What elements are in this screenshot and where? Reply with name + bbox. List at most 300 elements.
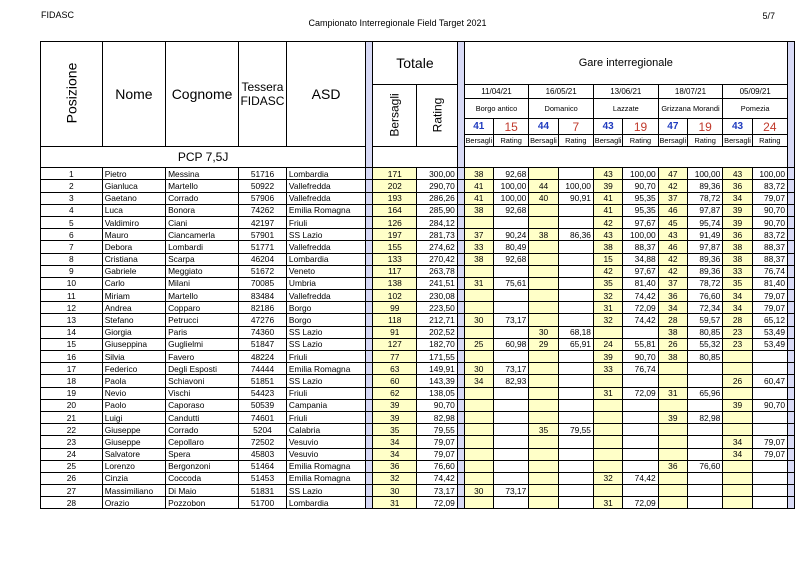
total-rating-cell: 263,78	[417, 265, 457, 277]
total-rating-cell: 82,98	[417, 411, 457, 423]
gara-rating-cell	[558, 375, 593, 387]
separator-cell	[366, 387, 373, 399]
gara-rating-cell	[494, 436, 529, 448]
table-row	[41, 387, 795, 399]
gara-bersagli-cell: 47	[658, 168, 687, 180]
gara-rating-cell: 88,37	[752, 253, 787, 265]
total-bersagli-cell: 32	[373, 472, 417, 484]
table-row	[41, 253, 795, 265]
tessera-cell: 42197	[239, 216, 287, 228]
gara-rating-cell: 73,17	[494, 485, 529, 497]
position-cell: 15	[41, 338, 103, 350]
gara-bersagli-cell	[593, 399, 622, 411]
position-cell: 4	[41, 204, 103, 216]
separator-cell	[366, 314, 373, 326]
position-cell: 17	[41, 363, 103, 375]
gara-bersagli-cell: 46	[658, 241, 687, 253]
gara-rating-cell: 100,00	[688, 168, 723, 180]
total-bersagli-cell: 39	[373, 411, 417, 423]
separator-cell	[366, 168, 373, 180]
table-row	[41, 241, 795, 253]
gara-bersagli-cell: 38	[593, 241, 622, 253]
gara-rating-cell: 100,00	[623, 229, 658, 241]
separator-cell	[787, 424, 794, 436]
asd-cell: Emilia Romagna	[286, 460, 365, 472]
gara-rating-cell	[558, 436, 593, 448]
separator-cell	[457, 338, 464, 350]
gara-bersagli-cell: 34	[658, 302, 687, 314]
gara-bersagli-cell	[529, 436, 558, 448]
gara-subheader-bersagli: Bersagli	[464, 135, 493, 147]
gara-bersagli-cell: 31	[593, 302, 622, 314]
gara-date: 05/09/21	[723, 85, 788, 99]
gara-bersagli-cell	[464, 265, 493, 277]
separator-cell	[366, 302, 373, 314]
gara-bersagli-cell	[723, 460, 752, 472]
gara-rating-cell	[752, 497, 787, 509]
separator-3	[787, 42, 794, 168]
total-bersagli-cell: 30	[373, 485, 417, 497]
gara-rating-cell	[688, 399, 723, 411]
asd-cell: Lombardia	[286, 253, 365, 265]
tessera-cell: 74444	[239, 363, 287, 375]
gara-rating-cell: 90,70	[752, 204, 787, 216]
cognome-cell: Bergonzoni	[166, 460, 239, 472]
separator-cell	[787, 277, 794, 289]
total-rating-cell: 74,42	[417, 472, 457, 484]
gara-rating-cell	[494, 351, 529, 363]
separator-cell	[457, 363, 464, 375]
separator-cell	[787, 399, 794, 411]
total-rating-cell: 73,17	[417, 485, 457, 497]
gara-participants: 7	[558, 119, 593, 135]
gara-bersagli-cell	[593, 436, 622, 448]
separator-cell	[366, 375, 373, 387]
table-row	[41, 326, 795, 338]
gara-bersagli-cell	[723, 411, 752, 423]
nome-cell: Gabriele	[102, 265, 165, 277]
gara-bersagli-cell: 41	[593, 192, 622, 204]
tessera-cell: 70085	[239, 277, 287, 289]
gara-rating-cell: 92,68	[494, 204, 529, 216]
gara-bersagli-cell: 34	[723, 290, 752, 302]
gara-rating-cell: 97,87	[688, 241, 723, 253]
separator-cell	[366, 192, 373, 204]
gara-rating-cell	[494, 497, 529, 509]
gara-bersagli-cell	[658, 436, 687, 448]
gara-bersagli-cell: 41	[464, 192, 493, 204]
gara-targets: 43	[723, 119, 752, 135]
gara-rating-cell: 100,00	[494, 192, 529, 204]
nome-cell: Pietro	[102, 168, 165, 180]
nome-cell: Massimiliano	[102, 485, 165, 497]
gara-bersagli-cell: 38	[658, 326, 687, 338]
separator-cell	[457, 204, 464, 216]
table-row	[41, 338, 795, 350]
gara-rating-cell: 60,98	[494, 338, 529, 350]
asd-cell: Campania	[286, 399, 365, 411]
gara-targets: 43	[593, 119, 622, 135]
gara-participants: 19	[623, 119, 658, 135]
asd-cell: Calabria	[286, 424, 365, 436]
position-cell: 13	[41, 314, 103, 326]
separator-cell	[457, 448, 464, 460]
gara-rating-cell: 72,09	[623, 387, 658, 399]
gara-rating-cell: 78,72	[688, 192, 723, 204]
gara-bersagli-cell: 38	[723, 253, 752, 265]
table-row	[41, 168, 795, 180]
gara-rating-cell	[623, 399, 658, 411]
cognome-cell: Bonora	[166, 204, 239, 216]
gara-rating-cell	[558, 168, 593, 180]
gara-bersagli-cell: 42	[593, 216, 622, 228]
gara-rating-cell: 95,35	[623, 204, 658, 216]
separator-cell	[457, 472, 464, 484]
nome-cell: Stefano	[102, 314, 165, 326]
gara-subheader-bersagli: Bersagli	[658, 135, 687, 147]
gara-rating-cell: 88,37	[623, 241, 658, 253]
total-rating-cell: 90,70	[417, 399, 457, 411]
position-cell: 20	[41, 399, 103, 411]
position-cell: 22	[41, 424, 103, 436]
gara-bersagli-cell: 31	[658, 387, 687, 399]
tessera-cell: 51851	[239, 375, 287, 387]
gara-bersagli-cell	[529, 485, 558, 497]
gara-bersagli-cell: 31	[593, 387, 622, 399]
gara-place: Grizzana Morandi	[658, 99, 723, 119]
gara-bersagli-cell: 34	[723, 192, 752, 204]
separator-cell	[787, 314, 794, 326]
separator-cell	[457, 241, 464, 253]
gara-bersagli-cell: 39	[723, 399, 752, 411]
column-header-total-rating: Rating	[417, 85, 457, 147]
gara-date: 13/06/21	[593, 85, 658, 99]
separator-cell	[457, 460, 464, 472]
gara-rating-cell	[494, 326, 529, 338]
separator-cell	[787, 229, 794, 241]
table-row	[41, 472, 795, 484]
gara-rating-cell: 82,93	[494, 375, 529, 387]
total-rating-cell: 285,90	[417, 204, 457, 216]
separator-cell	[457, 277, 464, 289]
separator-cell	[787, 460, 794, 472]
gara-rating-cell	[494, 472, 529, 484]
gara-subheader-bersagli: Bersagli	[529, 135, 558, 147]
gara-bersagli-cell: 38	[529, 229, 558, 241]
total-rating-cell: 76,60	[417, 460, 457, 472]
separator-cell	[787, 180, 794, 192]
gara-rating-cell: 82,98	[688, 411, 723, 423]
table-row	[41, 448, 795, 460]
separator-cell	[366, 216, 373, 228]
gara-bersagli-cell: 28	[723, 314, 752, 326]
asd-cell: Vallefredda	[286, 241, 365, 253]
total-bersagli-cell: 164	[373, 204, 417, 216]
gara-rating-cell: 74,42	[623, 290, 658, 302]
gara-bersagli-cell: 31	[464, 277, 493, 289]
gara-bersagli-cell	[723, 387, 752, 399]
table-row	[41, 302, 795, 314]
gara-bersagli-cell	[464, 411, 493, 423]
position-cell: 6	[41, 229, 103, 241]
gara-rating-cell: 68,18	[558, 326, 593, 338]
gara-bersagli-cell: 43	[593, 168, 622, 180]
cognome-cell: Favero	[166, 351, 239, 363]
gara-bersagli-cell: 29	[529, 338, 558, 350]
gara-rating-cell	[558, 448, 593, 460]
tessera-cell: 74360	[239, 326, 287, 338]
gara-rating-cell: 60,47	[752, 375, 787, 387]
asd-cell: Friuli	[286, 351, 365, 363]
position-cell: 7	[41, 241, 103, 253]
total-rating-cell: 223,50	[417, 302, 457, 314]
total-bersagli-cell: 171	[373, 168, 417, 180]
table-header	[41, 42, 795, 168]
gara-bersagli-cell: 23	[723, 326, 752, 338]
gara-bersagli-cell: 30	[464, 314, 493, 326]
separator-cell	[787, 241, 794, 253]
tessera-cell: 51464	[239, 460, 287, 472]
gara-bersagli-cell	[658, 472, 687, 484]
gara-bersagli-cell: 45	[658, 216, 687, 228]
gara-bersagli-cell: 25	[464, 338, 493, 350]
separator-cell	[457, 497, 464, 509]
asd-cell: SS Lazio	[286, 375, 365, 387]
gara-bersagli-cell: 44	[529, 180, 558, 192]
asd-cell: Borgo	[286, 314, 365, 326]
gara-rating-cell	[558, 363, 593, 375]
gara-rating-cell	[494, 448, 529, 460]
asd-cell: SS Lazio	[286, 326, 365, 338]
gara-bersagli-cell	[464, 399, 493, 411]
gara-rating-cell	[558, 399, 593, 411]
gara-rating-cell	[688, 497, 723, 509]
gara-rating-cell	[623, 375, 658, 387]
separator-cell	[457, 302, 464, 314]
gara-rating-cell	[623, 448, 658, 460]
gara-bersagli-cell	[529, 241, 558, 253]
separator-cell	[366, 448, 373, 460]
nome-cell: Salvatore	[102, 448, 165, 460]
separator-cell	[366, 204, 373, 216]
gara-bersagli-cell: 38	[658, 351, 687, 363]
separator-cell	[457, 314, 464, 326]
total-rating-cell: 143,39	[417, 375, 457, 387]
total-bersagli-cell: 127	[373, 338, 417, 350]
separator-cell	[366, 436, 373, 448]
gara-place: Lazzate	[593, 99, 658, 119]
gara-rating-cell: 65,91	[558, 338, 593, 350]
gara-bersagli-cell	[723, 497, 752, 509]
table-row	[41, 424, 795, 436]
separator-cell	[366, 460, 373, 472]
gara-rating-cell: 65,96	[688, 387, 723, 399]
gara-rating-cell: 88,37	[752, 241, 787, 253]
gara-bersagli-cell	[723, 424, 752, 436]
gara-bersagli-cell: 32	[593, 472, 622, 484]
asd-cell: Vallefredda	[286, 180, 365, 192]
column-header-cognome: Cognome	[166, 42, 239, 147]
gara-rating-cell: 90,70	[623, 351, 658, 363]
separator-cell	[457, 411, 464, 423]
separator-cell	[787, 436, 794, 448]
total-rating-cell: 138,05	[417, 387, 457, 399]
nome-cell: Debora	[102, 241, 165, 253]
gara-rating-cell: 76,60	[688, 290, 723, 302]
gara-rating-cell: 76,74	[752, 265, 787, 277]
gara-rating-cell: 97,67	[623, 265, 658, 277]
nome-cell: Giuseppe	[102, 424, 165, 436]
separator-cell	[457, 168, 464, 180]
gara-bersagli-cell	[464, 351, 493, 363]
tessera-cell: 51771	[239, 241, 287, 253]
table-row	[41, 399, 795, 411]
separator-cell	[787, 168, 794, 180]
separator-cell	[787, 216, 794, 228]
gara-bersagli-cell: 33	[593, 363, 622, 375]
total-bersagli-cell: 91	[373, 326, 417, 338]
gara-bersagli-cell	[529, 497, 558, 509]
gara-bersagli-cell	[658, 485, 687, 497]
table-row	[41, 216, 795, 228]
gara-rating-cell: 90,70	[752, 399, 787, 411]
gara-rating-cell: 90,91	[558, 192, 593, 204]
gara-rating-cell: 83,72	[752, 229, 787, 241]
total-bersagli-cell: 202	[373, 180, 417, 192]
nome-cell: Nevio	[102, 387, 165, 399]
gara-rating-cell	[752, 472, 787, 484]
gara-bersagli-cell	[529, 302, 558, 314]
tessera-cell: 51847	[239, 338, 287, 350]
total-rating-cell: 149,91	[417, 363, 457, 375]
gara-bersagli-cell: 37	[658, 277, 687, 289]
separator-cell	[457, 399, 464, 411]
gara-bersagli-cell	[723, 351, 752, 363]
gara-bersagli-cell	[658, 448, 687, 460]
gara-bersagli-cell	[529, 253, 558, 265]
gara-rating-cell: 53,49	[752, 326, 787, 338]
gara-rating-cell	[558, 351, 593, 363]
separator-cell	[787, 497, 794, 509]
table-row	[41, 351, 795, 363]
gara-rating-cell: 79,07	[752, 192, 787, 204]
separator-cell	[787, 387, 794, 399]
gara-rating-cell	[558, 460, 593, 472]
total-bersagli-cell: 99	[373, 302, 417, 314]
table-row	[41, 180, 795, 192]
gara-bersagli-cell: 39	[593, 351, 622, 363]
total-bersagli-cell: 39	[373, 399, 417, 411]
separator-cell	[457, 192, 464, 204]
nome-cell: Giuseppina	[102, 338, 165, 350]
gara-rating-cell	[623, 485, 658, 497]
gara-bersagli-cell: 30	[464, 363, 493, 375]
tessera-cell: 51716	[239, 168, 287, 180]
gara-subheader-rating: Rating	[688, 135, 723, 147]
separator-2	[457, 42, 464, 168]
nome-cell: Miriam	[102, 290, 165, 302]
position-cell: 28	[41, 497, 103, 509]
gara-rating-cell	[558, 277, 593, 289]
gara-targets: 41	[464, 119, 493, 135]
separator-cell	[366, 277, 373, 289]
cognome-cell: Ciancamerla	[166, 229, 239, 241]
gara-rating-cell: 53,49	[752, 338, 787, 350]
gara-bersagli-cell	[529, 277, 558, 289]
total-rating-cell: 79,07	[417, 448, 457, 460]
gara-bersagli-cell: 39	[723, 216, 752, 228]
gara-rating-cell	[623, 411, 658, 423]
gara-rating-cell	[752, 485, 787, 497]
gara-bersagli-cell	[529, 204, 558, 216]
cognome-cell: Pozzobon	[166, 497, 239, 509]
separator-cell	[787, 485, 794, 497]
gara-rating-cell: 75,61	[494, 277, 529, 289]
total-bersagli-cell: 35	[373, 424, 417, 436]
gara-rating-cell: 79,07	[752, 290, 787, 302]
separator-cell	[457, 180, 464, 192]
gara-date: 18/07/21	[658, 85, 723, 99]
gara-rating-cell: 74,42	[623, 314, 658, 326]
tessera-cell: 51453	[239, 472, 287, 484]
gara-rating-cell	[494, 216, 529, 228]
separator-cell	[366, 497, 373, 509]
column-header-totale: Totale	[373, 42, 458, 85]
total-bersagli-cell: 138	[373, 277, 417, 289]
gara-bersagli-cell: 33	[723, 265, 752, 277]
total-rating-cell: 270,42	[417, 253, 457, 265]
gara-rating-cell: 83,72	[752, 180, 787, 192]
nome-cell: Luca	[102, 204, 165, 216]
cognome-cell: Guglielmi	[166, 338, 239, 350]
gara-rating-cell	[494, 265, 529, 277]
separator-cell	[457, 290, 464, 302]
total-rating-cell: 286,26	[417, 192, 457, 204]
gara-bersagli-cell: 34	[723, 436, 752, 448]
total-bersagli-cell: 117	[373, 265, 417, 277]
gara-place: Domanico	[529, 99, 594, 119]
position-cell: 1	[41, 168, 103, 180]
total-rating-cell: 171,55	[417, 351, 457, 363]
table-row	[41, 375, 795, 387]
position-cell: 24	[41, 448, 103, 460]
separator-cell	[366, 472, 373, 484]
position-cell: 16	[41, 351, 103, 363]
nome-cell: Mauro	[102, 229, 165, 241]
table-row	[41, 265, 795, 277]
separator-cell	[457, 351, 464, 363]
ranking-table	[40, 41, 795, 509]
total-rating-cell: 241,51	[417, 277, 457, 289]
gara-rating-cell	[558, 314, 593, 326]
gara-bersagli-cell: 42	[658, 253, 687, 265]
gara-bersagli-cell: 38	[464, 168, 493, 180]
gara-bersagli-cell: 38	[464, 253, 493, 265]
gara-bersagli-cell	[464, 472, 493, 484]
gara-rating-cell	[558, 411, 593, 423]
cognome-cell: Milani	[166, 277, 239, 289]
position-cell: 11	[41, 290, 103, 302]
position-cell: 25	[41, 460, 103, 472]
separator-cell	[787, 192, 794, 204]
separator-cell	[457, 253, 464, 265]
gara-rating-cell	[558, 241, 593, 253]
gara-rating-cell: 34,88	[623, 253, 658, 265]
table-row	[41, 436, 795, 448]
cognome-cell: Meggiato	[166, 265, 239, 277]
position-cell: 23	[41, 436, 103, 448]
nome-cell: Andrea	[102, 302, 165, 314]
